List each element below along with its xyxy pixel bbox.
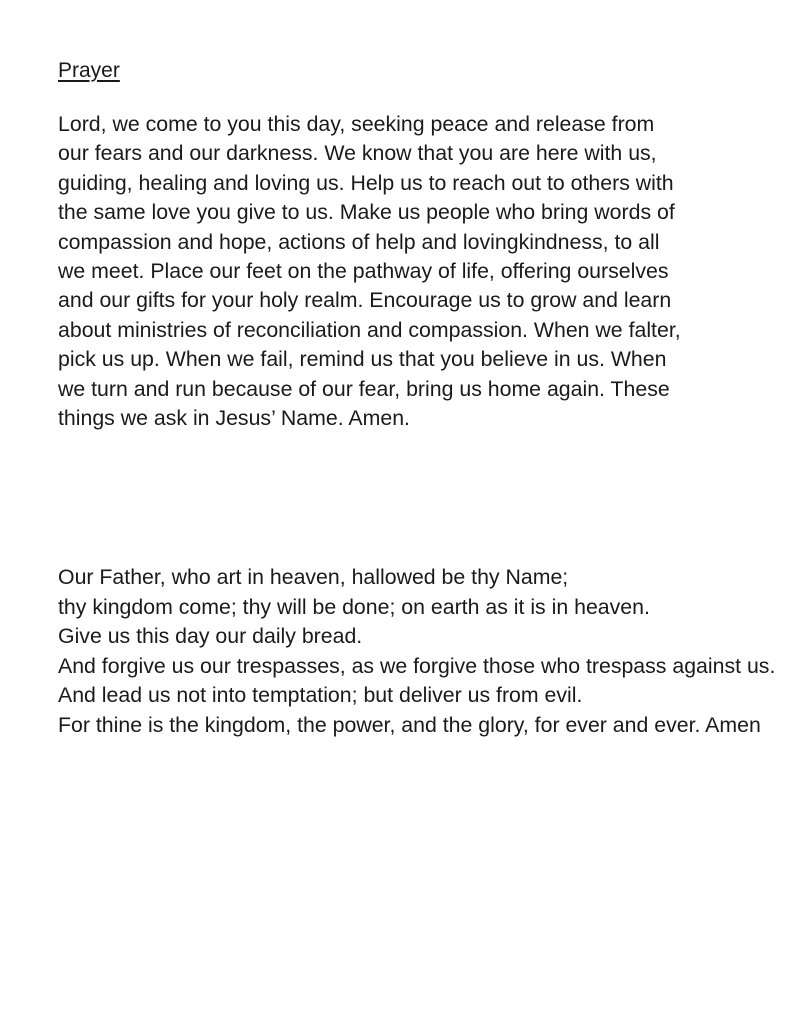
lords-prayer [58, 563, 788, 740]
lords-prayer-line: Give us this day our daily bread. [58, 624, 363, 648]
lords-prayer-line: For thine is the kingdom, the power, and the glory, for ever and ever. Amen [58, 712, 761, 737]
prayer-paragraph: Lord, we come to you this day, seeking peace and release from our fears and our darkness. We know that you are here with us, guiding, healing and loving us. Help us to reach out to others with the same love you give to us. Make us people who bring words of compassion and hope, actions of help and lovingkindness, to all we meet. Place our feet on the pathway of life, offering ourselves and our gifts for your holy realm. Encourage us to grow and learn about ministries of reconciliation and compassion. When we falter, pick us up. When we fail, remind us that you believe in us. When we turn and run because of our fear, bring us home again. These things we ask in Jesus’ Name. Amen. [58, 112, 681, 431]
page-title: Prayer [58, 59, 120, 82]
lords-prayer-line: And forgive us our trespasses, as we forgive those who trespass against us. [58, 653, 776, 678]
lords-prayer-line: thy kingdom come; thy will be done; on earth as it is in heaven. [58, 594, 650, 619]
lords-prayer-line: Our Father, who art in heaven, hallowed be thy Name; [58, 565, 569, 589]
lords-prayer-line: And lead us not into temptation; but deliver us from evil. [58, 683, 583, 707]
